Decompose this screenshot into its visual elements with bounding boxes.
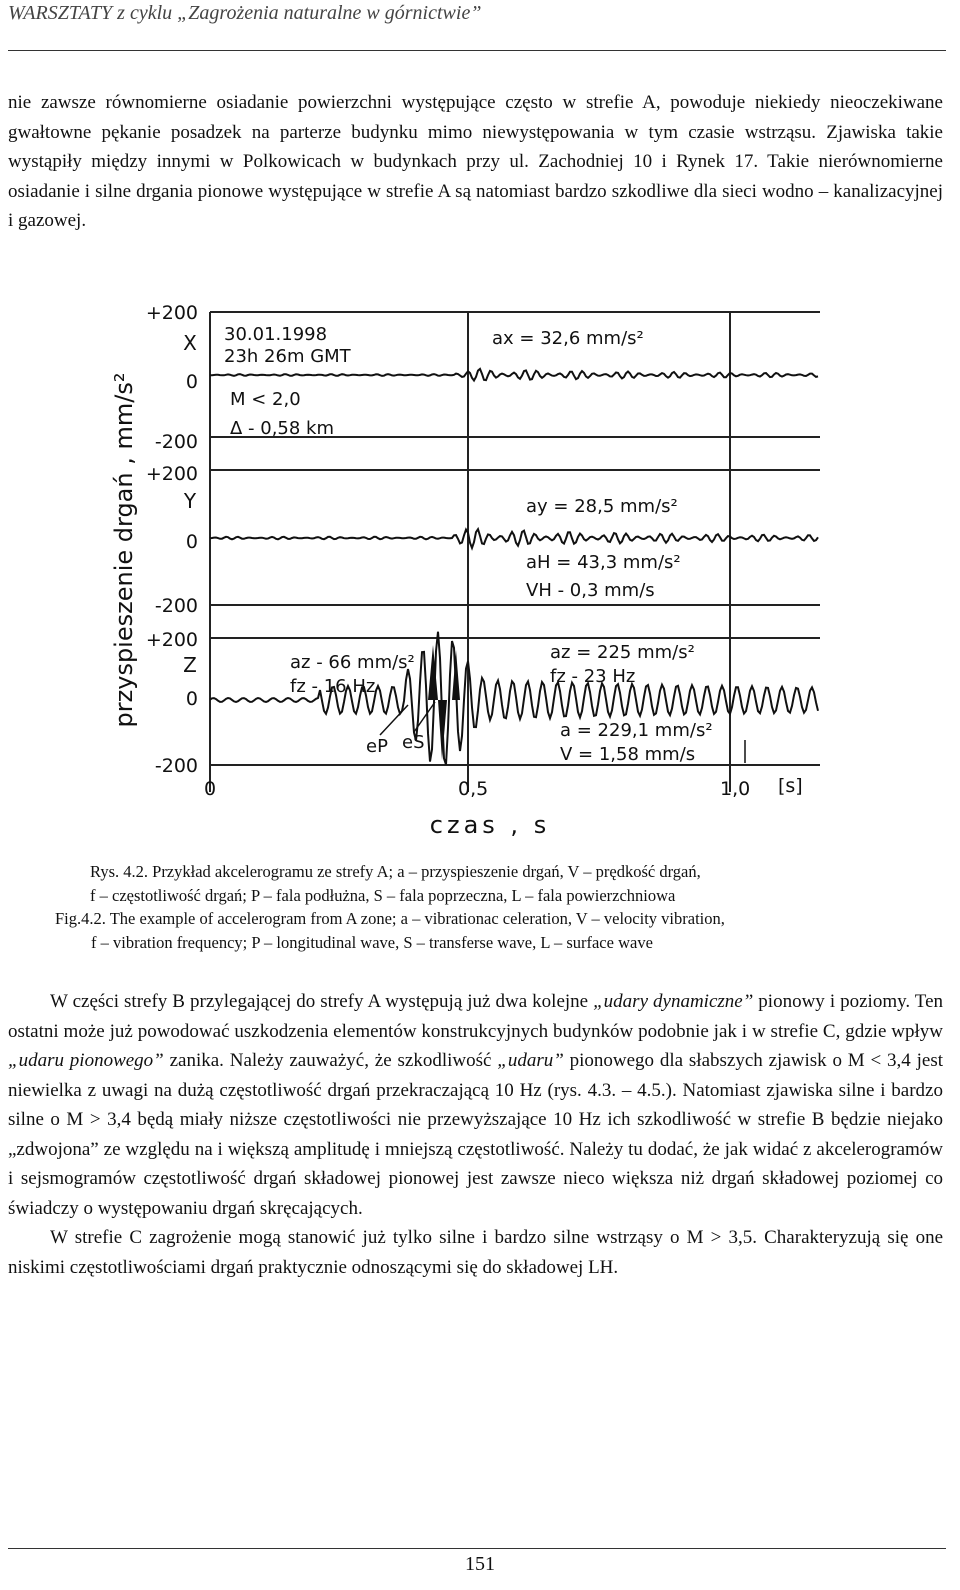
caption-pl-line2: f – częstotliwość drgań; P – fala podłużna, S – fala poprzeczna, L – fala powierzchniowa bbox=[90, 885, 676, 905]
para2-emph-2: „udaru pionowego” bbox=[8, 1050, 164, 1071]
es-label: eS bbox=[402, 732, 425, 753]
x-axis-title: czas , s bbox=[429, 811, 551, 839]
caption-en-line2: f – vibration frequency; P – longitudinal wave, S – transferse wave, L – surface wave bbox=[91, 932, 653, 952]
body-paragraph-3: W strefie C zagrożenie mogą stanowić już tylko silne i bardzo silne wstrząsy o M > 3,5. Charakteryzują się one niskimi częstotliwościami drgań praktycznie odnoszącymi się do składowej LH. bbox=[8, 1227, 943, 1278]
tick-y-pos: +200 bbox=[145, 463, 198, 485]
event-distance: Δ - 0,58 km bbox=[230, 418, 335, 439]
tick-y-zero: 0 bbox=[185, 531, 198, 553]
caption-pl-line1: Rys. 4.2. Przykład akcelerogramu ze strefy A; a – przyspieszenie drgań, V – prędkość drgań, bbox=[90, 862, 701, 881]
event-info bbox=[224, 324, 352, 439]
event-magnitude: M < 2,0 bbox=[230, 389, 301, 410]
accelerogram-svg bbox=[90, 300, 880, 840]
footer-divider bbox=[8, 1548, 946, 1549]
body-text-block bbox=[8, 987, 943, 1282]
body-paragraph-2 bbox=[8, 987, 943, 1223]
channel-y-ticks bbox=[146, 463, 198, 617]
caption-en-line1: Fig.4.2. The example of accelerogram from A zone; a – vibrationac celeration, V – velocity vibration, bbox=[55, 909, 725, 928]
channel-y-name: Y bbox=[183, 489, 197, 513]
running-header: WARSZTATY z cyklu „Zagrożenia naturalne w górnictwie” bbox=[8, 2, 482, 24]
channel-z-ticks bbox=[146, 629, 198, 777]
ep-label: eP bbox=[366, 736, 388, 757]
az-s-value: az = 225 mm/s² bbox=[550, 642, 695, 663]
vh-value: VH - 0,3 mm/s bbox=[526, 580, 655, 601]
tick-y-neg: -200 bbox=[154, 595, 198, 617]
figure-caption-en bbox=[55, 907, 955, 954]
v-total-value: V = 1,58 mm/s bbox=[560, 744, 696, 765]
body-paragraph-1 bbox=[8, 88, 943, 236]
tick-x-neg: -200 bbox=[154, 431, 198, 453]
para2-text-1: W części strefy B przylegającej do strefy A występują już dwa kolejne bbox=[50, 991, 594, 1012]
x-tick-05: 0,5 bbox=[458, 778, 489, 800]
figure-caption-pl bbox=[90, 860, 950, 907]
event-time: 23h 26m GMT bbox=[224, 346, 351, 367]
x-unit: [s] bbox=[778, 775, 803, 797]
az-p-value: az - 66 mm/s² bbox=[290, 652, 415, 673]
para2-text-2: pionowy i poziomy. Ten ostatni może już powodować uszkodzenia elementów konstrukcyjnych budynków podobnie jak i w strefie C, gdzie wpływ bbox=[8, 991, 944, 1042]
para2-text-4: pionowego dla słabszych zjawisk o M < 3,4 jest niewielka z uwagi na dużą częstotliwość drgań przekraczającą 10 Hz (rys. 4.3. – 4.5.). Natomiast zjawiska silne i bardzo silne o M > 3,4 będą miały niższe częstotliwości nie przewyższające 10 Hz ich szkodliwość w strefie B będzie niejako „zdwojona” ze względu na i większą amplitudę i mniejszą częstotliwość. Należy tu dodać, że jak widać z akcelerogramów i sejsmogramów częstotliwość drgań składowej pionowej jest zawsze nieco większa niż drgań składowej poziomej co świadczy o występowaniu drgań skręcających. bbox=[8, 1050, 944, 1219]
page-number: 151 bbox=[465, 1553, 495, 1575]
channel-z-name: Z bbox=[183, 653, 197, 677]
trace-y bbox=[210, 529, 818, 548]
x-tick-0: 0 bbox=[204, 778, 217, 800]
fz-s-value: fz - 23 Hz bbox=[550, 666, 636, 687]
channel-x-name: X bbox=[183, 331, 197, 355]
event-date: 30.01.1998 bbox=[224, 324, 328, 345]
fz-p-value: fz - 16 Hz bbox=[290, 676, 376, 697]
ax-value: ax = 32,6 mm/s² bbox=[492, 328, 644, 349]
accelerogram-figure bbox=[90, 300, 880, 840]
x-tick-10: 1,0 bbox=[720, 778, 751, 800]
a-total-value: a = 229,1 mm/s² bbox=[560, 720, 713, 741]
tick-x-pos: +200 bbox=[145, 302, 198, 324]
tick-z-neg: -200 bbox=[154, 755, 198, 777]
tick-z-zero: 0 bbox=[185, 688, 198, 710]
trace-x bbox=[210, 369, 818, 381]
tick-z-pos: +200 bbox=[145, 629, 198, 651]
paragraph-text: nie zawsze równomierne osiadanie powierzchni występujące często w strefie A, powoduje niekiedy nieoczekiwane gwałtowne pękanie posadzek na parterze budynku mimo niewystępowania w tym czasie wstrząsu. Zjawiska takie wystąpiły między innymi w Polkowicach w budynkach przy ul. Zachodniej 10 i Rynek 17. Takie nierównomierne osiadanie i silne drgania pionowe występujące w strefie A są natomiast bardzo szkodliwe dla sieci wodno – kanalizacyjnej i gazowej. bbox=[8, 92, 943, 231]
para2-emph-1: „udary dynamiczne” bbox=[593, 991, 754, 1012]
ah-value: aH = 43,3 mm/s² bbox=[526, 552, 681, 573]
channel-x-ticks bbox=[146, 302, 198, 453]
para2-emph-3: „udaru” bbox=[497, 1050, 564, 1071]
tick-x-zero: 0 bbox=[185, 371, 198, 393]
header-divider bbox=[8, 50, 946, 51]
y-axis-title: przyspieszenie drgań , mm/s² bbox=[110, 372, 138, 728]
ay-value: ay = 28,5 mm/s² bbox=[526, 496, 678, 517]
figure-grid bbox=[210, 312, 820, 792]
x-ticks bbox=[204, 775, 803, 800]
para2-text-3: zanika. Należy zauważyć, że szkodliwość bbox=[163, 1050, 498, 1071]
